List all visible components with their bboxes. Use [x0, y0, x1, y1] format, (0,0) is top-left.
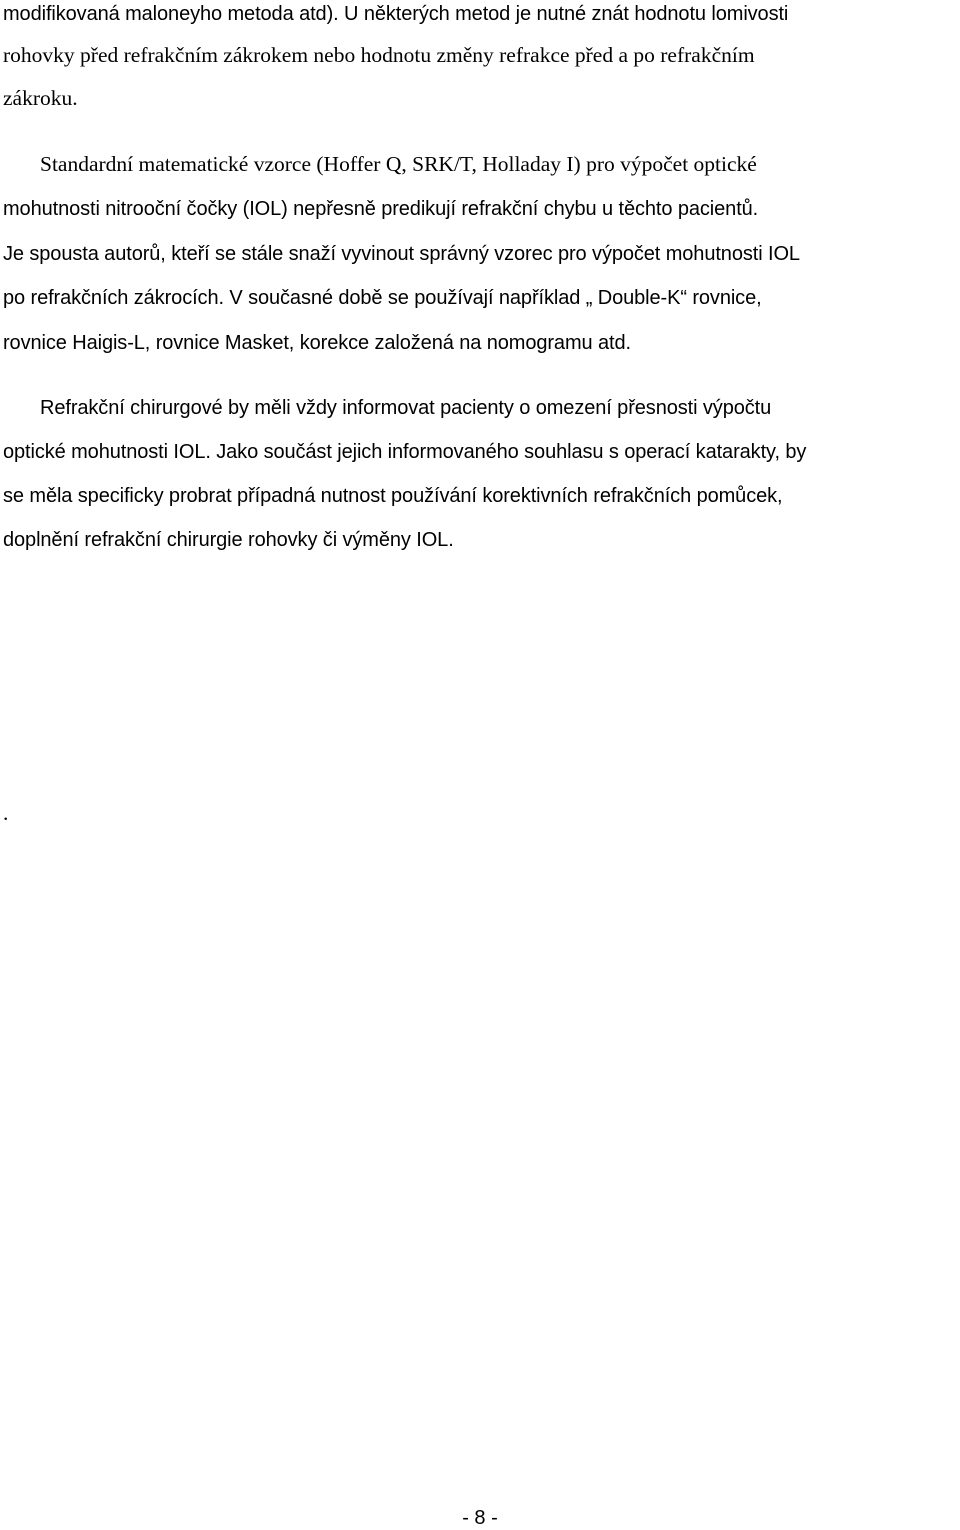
text-line-2-content: rohovky před refrakčním zákrokem nebo hodnotu změny refrakce před a po refrakčním — [3, 43, 755, 67]
text-line-7-content: po refrakčních zákrocích. V současné době se používají například „ Double-K“ rovnice, — [3, 287, 762, 309]
text-line-11-content: se měla specificky probrat případná nutnost používání korektivních refrakčních pomůcek, — [3, 485, 783, 507]
text-line-12 — [3, 526, 454, 553]
text-line-3 — [3, 85, 78, 111]
text-line-8-content: rovnice Haigis-L, rovnice Masket, korekce založená na nomogramu atd. — [3, 332, 631, 354]
text-line-3-content: zákroku. — [3, 86, 78, 110]
stray-dot: . — [3, 801, 9, 825]
text-line-10-content: optické mohutnosti IOL. Jako součást jejich informovaného souhlasu s operací katarakty, by — [3, 441, 807, 463]
text-line-8 — [3, 329, 631, 356]
text-line-1 — [3, 0, 788, 27]
text-line-6-content: Je spousta autorů, kteří se stále snaží vyvinout správný vzorec pro výpočet mohutnosti IOL — [3, 243, 800, 265]
text-line-9-content: Refrakční chirurgové by měli vždy informovat pacienty o omezení přesnosti výpočtu — [40, 397, 772, 419]
text-line-2 — [3, 42, 755, 68]
text-line-4-content: Standardní matematické vzorce (Hoffer Q, SRK/T, Holladay I) pro výpočet optické — [40, 152, 757, 176]
text-line-11 — [3, 482, 782, 509]
text-line-1-content: modifikovaná maloneyho metoda atd). U některých metod je nutné znát hodnotu lomivosti — [3, 3, 789, 25]
text-line-9 — [40, 394, 771, 421]
text-line-6 — [3, 240, 800, 267]
page-number: - 8 - — [462, 1507, 498, 1529]
text-line-5 — [3, 195, 758, 222]
text-line-7 — [3, 284, 762, 311]
text-line-12-content: doplnění refrakční chirurgie rohovky či výměny IOL. — [3, 529, 454, 551]
text-line-5-content: mohutnosti nitrooční čočky (IOL) nepřesně predikují refrakční chybu u těchto pacientů. — [3, 198, 759, 220]
text-line-10 — [3, 438, 806, 465]
text-line-4 — [40, 151, 757, 177]
